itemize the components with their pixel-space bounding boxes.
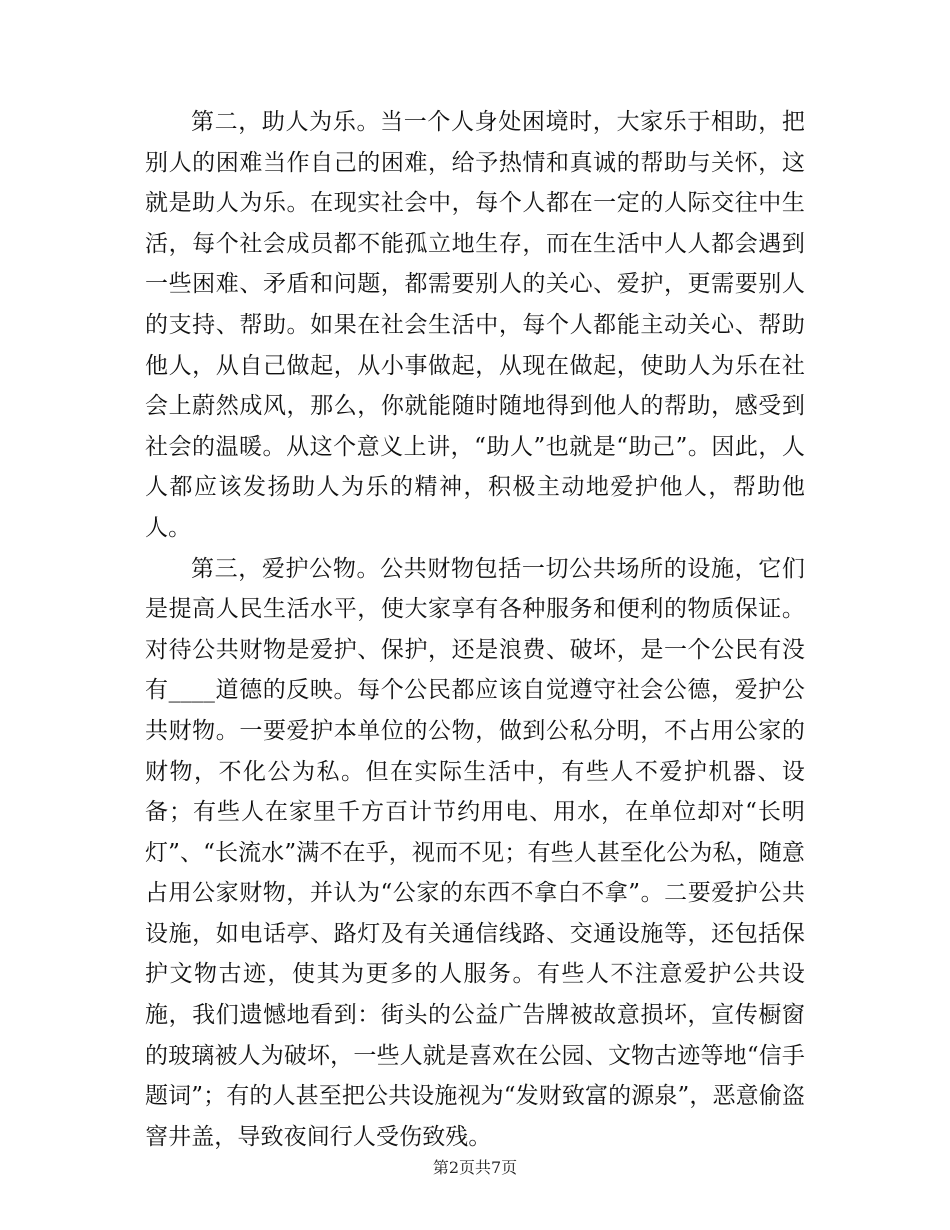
paragraph-helping-others: 第二，助人为乐。当一个人身处困境时，大家乐于相助，把别人的困难当作自己的困难，给予热情和真诚的帮助与关怀，这就是助人为乐。在现实社会中，每个人都在一定的人际交往中生活，每个社会成员都不能孤立地生存，而在生活中人人都会遇到一些困难、矛盾和问题，都需要别人的关心、爱护，更需要别人的支持、帮助。如果在社会生活中，每个人都能主动关心、帮助他人，从自己做起，从小事做起，从现在做起，使助人为乐在社会上蔚然成风，那么，你就能随时随地得到他人的帮助，感受到社会的温暖。从这个意义上讲，“助人”也就是“助己”。因此，人人都应该发扬助人为乐的精神，积极主动地爱护他人，帮助他人。	[145, 109, 805, 541]
document-body	[145, 102, 805, 1157]
page-number-footer: 第2页共7页	[432, 1158, 518, 1177]
paragraph-protecting-public-property: 第三，爱护公物。公共财物包括一切公共场所的设施，它们是提高人民生活水平，使大家享有各种服务和便利的物质保证。对待公共财物是爱护、保护，还是浪费、破坏，是一个公民有没有____道德的反映。每个公民都应该自觉遵守社会公德，爱护公共财物。一要爱护本单位的公物，做到公私分明，不占用公家的财物，不化公为私。但在实际生活中，有些人不爱护机器、设备；有些人在家里千方百计节约用电、用水，在单位却对“长明灯”、“长流水”满不在乎，视而不见；有些人甚至化公为私，随意占用公家财物，并认为“公家的东西不拿白不拿”。二要爱护公共设施，如电话亭、路灯及有关通信线路、交通设施等，还包括保护文物古迹，使其为更多的人服务。有些人不注意爱护公共设施，我们遗憾地看到：街头的公益广告牌被故意损坏，宣传橱窗的玻璃被人为破坏，一些人就是喜欢在公园、文物古迹等地“信手题词”；有的人甚至把公共设施视为“发财致富的源泉”，恶意偷盗窨井盖，导致夜间行人受伤致残。	[145, 555, 805, 1150]
